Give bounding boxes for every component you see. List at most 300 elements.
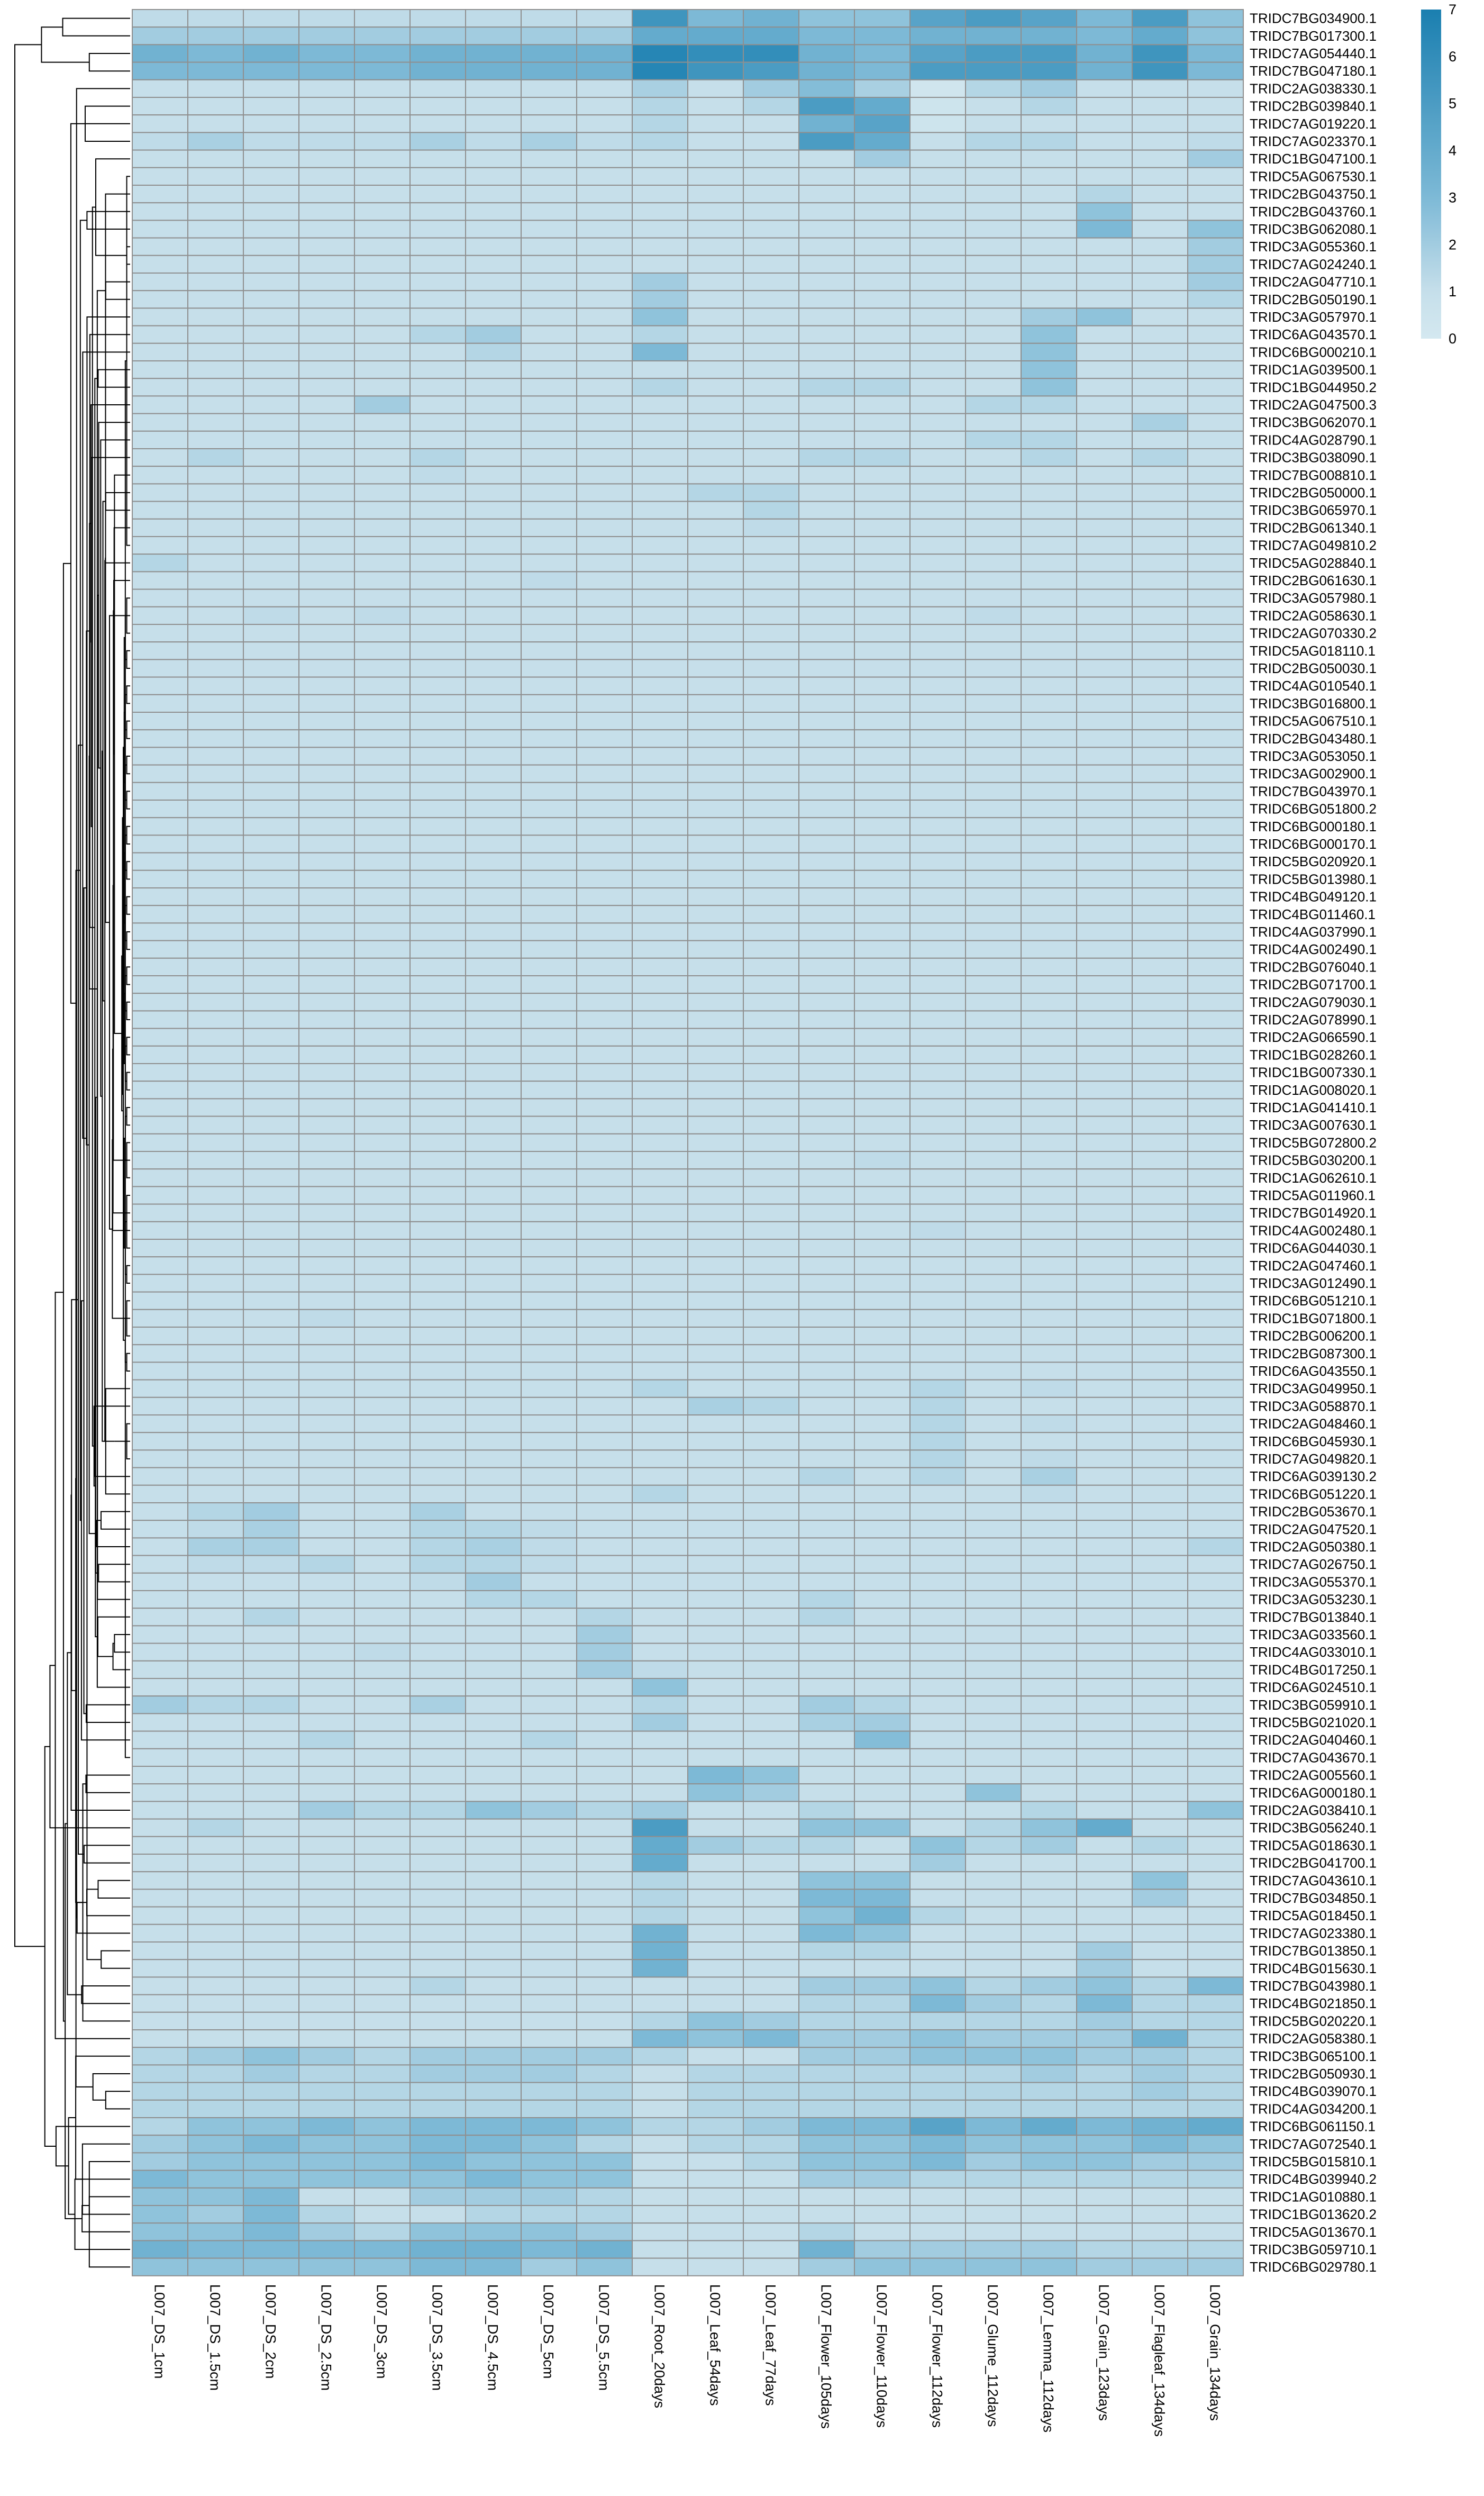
heatmap-cell [521,1520,577,1538]
heatmap-cell [243,62,299,80]
heatmap-cell [410,1151,466,1169]
heatmap-cell [1132,168,1188,185]
heatmap-cell [688,589,743,607]
heatmap-cell [299,1485,354,1503]
heatmap-cell [688,1520,743,1538]
heatmap-cell [688,783,743,800]
heatmap-cell [132,1362,188,1379]
heatmap-cell [577,10,632,27]
heatmap-cell [466,220,521,238]
heatmap-cell [799,1556,854,1573]
heatmap-cell [1021,624,1077,642]
heatmap-cell [799,2083,854,2100]
heatmap-cell [1132,905,1188,923]
heatmap-cell [132,220,188,238]
heatmap-cell [910,1186,966,1204]
heatmap-cell [299,1081,354,1099]
heatmap-cell [243,1169,299,1186]
heatmap-cell [466,1644,521,1661]
heatmap-cell [854,132,910,150]
heatmap-cell [132,1380,188,1397]
heatmap-cell [1077,1204,1132,1222]
heatmap-cell [1077,519,1132,537]
legend-tick-label: 4 [1449,142,1457,159]
heatmap-cell [354,2153,410,2170]
heatmap-cell [688,27,743,44]
heatmap-cell [688,308,743,325]
heatmap-cell [854,1099,910,1116]
heatmap-cell [799,1345,854,1362]
heatmap-cell [1077,44,1132,62]
heatmap-cell [1132,1485,1188,1503]
heatmap-cell [688,1591,743,1608]
heatmap-cell [632,2223,688,2240]
heatmap-cell [410,2083,466,2100]
heatmap-cell [521,712,577,730]
heatmap-cell [632,1397,688,1415]
heatmap-cell [188,308,243,325]
heatmap-cell [743,115,799,132]
heatmap-cell [132,800,188,818]
heatmap-cell [1188,1591,1243,1608]
heatmap-cell [1188,1362,1243,1379]
heatmap-cell [854,1837,910,1854]
heatmap-cell [1021,1450,1077,1467]
heatmap-cell [799,1274,854,1292]
heatmap-cell [632,2012,688,2030]
dendrogram-branch [127,1266,130,1283]
heatmap-cell [354,1081,410,1099]
heatmap-cell [1021,1784,1077,1801]
heatmap-cell [1077,1362,1132,1379]
heatmap-cell [1021,2153,1077,2170]
heatmap-cell [577,1186,632,1204]
heatmap-cell [799,1503,854,1520]
heatmap-cell [1077,1239,1132,1257]
heatmap-cell [799,923,854,940]
row-label: TRIDC3AG055370.1 [1250,1574,1377,1590]
heatmap-cell [1077,2205,1132,2223]
heatmap-cell [243,1432,299,1450]
heatmap-cell [299,115,354,132]
heatmap-cell [299,730,354,747]
heatmap-cell [799,1608,854,1626]
heatmap-cell [1021,2171,1077,2188]
heatmap-cell [1077,1415,1132,1432]
heatmap-cell [466,1556,521,1573]
heatmap-cell [632,607,688,624]
heatmap-cell [743,308,799,325]
column-label: L007_Grain_123days [1096,2284,1112,2421]
heatmap-cell [410,1432,466,1450]
heatmap-cell [132,1959,188,1977]
heatmap-cell [577,414,632,431]
heatmap-cell [521,1134,577,1151]
heatmap-cell [354,1591,410,1608]
heatmap-cell [632,677,688,695]
dendrogram-branch [67,1653,81,1994]
heatmap-cell [854,1169,910,1186]
heatmap-cell [243,343,299,361]
heatmap-cell [910,2083,966,2100]
heatmap-cell [910,1239,966,1257]
heatmap-cell [854,712,910,730]
heatmap-cell [632,1538,688,1555]
heatmap-cell [632,1468,688,1485]
heatmap-cell [410,1117,466,1134]
heatmap-cell [632,291,688,308]
heatmap-cell [188,115,243,132]
heatmap-cell [243,712,299,730]
heatmap-cell [743,1117,799,1134]
heatmap-cell [966,607,1021,624]
heatmap-cell [577,308,632,325]
heatmap-cell [132,1573,188,1591]
heatmap-cell [1077,1222,1132,1239]
heatmap-cell [1188,642,1243,659]
heatmap-cell [410,818,466,835]
heatmap-cell [1188,747,1243,765]
heatmap-cell [188,1644,243,1661]
heatmap-cell [1188,150,1243,168]
heatmap-cell [577,2223,632,2240]
heatmap-cell [243,2047,299,2065]
heatmap-cell [966,2240,1021,2258]
heatmap-cell [1132,1186,1188,1204]
heatmap-cell [521,1397,577,1415]
heatmap-cell [243,1644,299,1661]
heatmap-cell [132,10,188,27]
heatmap-cell [1188,958,1243,976]
heatmap-cell [688,923,743,940]
heatmap-cell [299,1274,354,1292]
heatmap-cell [1132,80,1188,97]
heatmap-cell [299,1538,354,1555]
heatmap-cell [466,1029,521,1046]
heatmap-cell [632,1151,688,1169]
row-label: TRIDC1BG071800.1 [1250,1310,1377,1327]
heatmap-cell [410,2012,466,2030]
dendrogram-branch [98,1881,130,1898]
heatmap-cell [910,1169,966,1186]
heatmap-cell [243,747,299,765]
heatmap-cell [1132,1749,1188,1766]
row-label: TRIDC5BG020220.1 [1250,2013,1377,2029]
heatmap-cell [466,2205,521,2223]
heatmap-cell [521,747,577,765]
heatmap-cell [299,326,354,343]
heatmap-cell [521,1907,577,1925]
row-label: TRIDC2BG043750.1 [1250,186,1377,202]
heatmap-cell [1077,2065,1132,2082]
heatmap-cell [132,326,188,343]
heatmap-cell [632,1696,688,1713]
heatmap-cell [132,818,188,835]
heatmap-cell [577,888,632,905]
heatmap-cell [799,800,854,818]
heatmap-cell [799,1837,854,1854]
column-label: L007_Flower_105days [818,2284,834,2429]
heatmap-cell [799,2030,854,2047]
heatmap-cell [1188,256,1243,273]
heatmap-cell [743,607,799,624]
heatmap-cell [1021,1011,1077,1028]
heatmap-cell [854,1134,910,1151]
heatmap-cell [466,765,521,783]
heatmap-cell [1077,10,1132,27]
heatmap-cell [1188,624,1243,642]
heatmap-cell [688,80,743,97]
heatmap-cell [1132,150,1188,168]
heatmap-cell [577,1117,632,1134]
heatmap-cell [132,2205,188,2223]
heatmap-cell [799,905,854,923]
heatmap-cell [854,484,910,501]
heatmap-cell [299,958,354,976]
heatmap-cell [354,1731,410,1749]
heatmap-cell [743,256,799,273]
dendrogram-branch [89,2197,130,2214]
heatmap-cell [354,1362,410,1379]
column-label: L007_Leaf_77days [762,2284,779,2406]
heatmap-cell [1132,1520,1188,1538]
heatmap-cell [688,1151,743,1169]
row-label: TRIDC2BG061340.1 [1250,520,1377,536]
heatmap-cell [910,1784,966,1801]
heatmap-cell [1021,1591,1077,1608]
heatmap-cell [799,1678,854,1696]
heatmap-cell [1077,238,1132,256]
heatmap-cell [1188,2171,1243,2188]
heatmap-cell [243,256,299,273]
heatmap-cell [910,150,966,168]
heatmap-cell [854,1222,910,1239]
heatmap-cell [410,1186,466,1204]
heatmap-cell [910,941,966,958]
heatmap-cell [688,2205,743,2223]
heatmap-cell [1188,168,1243,185]
heatmap-cell [1021,1608,1077,1626]
heatmap-cell [466,554,521,571]
heatmap-cell [743,466,799,484]
heatmap-cell [632,1661,688,1678]
heatmap-cell [243,1854,299,1872]
heatmap-cell [577,905,632,923]
heatmap-cell [910,659,966,677]
heatmap-cell [688,571,743,589]
heatmap-cell [1132,1661,1188,1678]
heatmap-cell [466,1696,521,1713]
heatmap-cell [1021,449,1077,466]
heatmap-cell [799,976,854,993]
heatmap-cell [299,642,354,659]
heatmap-cell [466,1520,521,1538]
heatmap-cell [632,1959,688,1977]
heatmap-cell [743,765,799,783]
heatmap-cell [854,1977,910,1994]
heatmap-cell [577,378,632,396]
heatmap-cell [132,747,188,765]
heatmap-cell [1077,1134,1132,1151]
heatmap-cell [743,2012,799,2030]
row-label: TRIDC2BG053670.1 [1250,1503,1377,1520]
heatmap-cell [966,1239,1021,1257]
heatmap-cell [577,1731,632,1749]
heatmap-cell [410,712,466,730]
heatmap-cell [910,2047,966,2065]
row-label: TRIDC2BG087300.1 [1250,1345,1377,1362]
heatmap-cell [466,1046,521,1064]
heatmap-cell [1077,976,1132,993]
heatmap-cell [910,958,966,976]
heatmap-cell [410,1678,466,1696]
heatmap-cell [410,1468,466,1485]
heatmap-cell [1132,1608,1188,1626]
heatmap-cell [243,1889,299,1907]
heatmap-cell [1021,150,1077,168]
heatmap-cell [743,273,799,291]
heatmap-cell [743,396,799,413]
heatmap-cell [743,519,799,537]
heatmap-cell [688,44,743,62]
heatmap-cell [632,1485,688,1503]
heatmap-cell [466,132,521,150]
heatmap-cell [577,1239,632,1257]
heatmap-cell [1077,554,1132,571]
heatmap-cell [299,870,354,888]
heatmap-cell [1077,1310,1132,1327]
heatmap-cell [243,659,299,677]
heatmap-cell [521,1696,577,1713]
heatmap-cell [354,1784,410,1801]
heatmap-cell [521,1766,577,1784]
heatmap-cell [688,1977,743,1994]
heatmap-cell [743,888,799,905]
heatmap-cell [688,150,743,168]
heatmap-cell [521,2047,577,2065]
heatmap-cell [243,923,299,940]
heatmap-cell [1077,1872,1132,1889]
column-label: L007_Flower_110days [873,2284,890,2428]
heatmap-cell [243,1696,299,1713]
heatmap-cell [354,519,410,537]
row-label: TRIDC7BG034900.1 [1250,10,1377,26]
heatmap-cell [188,1942,243,1959]
heatmap-cell [466,273,521,291]
heatmap-cell [1132,2118,1188,2135]
heatmap-cell [1077,378,1132,396]
heatmap-cell [1132,1362,1188,1379]
heatmap-cell [243,1608,299,1626]
heatmap-cell [410,150,466,168]
heatmap-cell [521,1678,577,1696]
heatmap-cell [799,220,854,238]
heatmap-cell [632,941,688,958]
heatmap-cell [521,1415,577,1432]
heatmap-cell [354,168,410,185]
heatmap-cell [1077,1678,1132,1696]
heatmap-cell [1188,1450,1243,1467]
heatmap-cell [1077,2012,1132,2030]
heatmap-cell [354,765,410,783]
heatmap-cell [132,2047,188,2065]
row-label: TRIDC5AG028840.1 [1250,555,1377,571]
heatmap-cell [1132,1222,1188,1239]
heatmap-cell [521,765,577,783]
heatmap-cell [577,1995,632,2012]
heatmap-cell [688,1573,743,1591]
heatmap-cell [632,1713,688,1731]
heatmap-cell [354,2223,410,2240]
heatmap-cell [410,361,466,378]
heatmap-cell [466,712,521,730]
heatmap-cell [132,1661,188,1678]
heatmap-cell [799,1450,854,1467]
heatmap-cell [632,44,688,62]
heatmap-cell [1021,1134,1077,1151]
heatmap-cell [743,853,799,870]
heatmap-cell [132,1239,188,1257]
heatmap-cell [577,466,632,484]
heatmap-cell [188,97,243,115]
heatmap-cell [632,168,688,185]
heatmap-cell [910,1081,966,1099]
heatmap-cell [632,484,688,501]
heatmap-cell [966,1029,1021,1046]
row-label: TRIDC6AG024510.1 [1250,1679,1377,1695]
heatmap-cell [799,870,854,888]
heatmap-cell [299,1942,354,1959]
heatmap-cell [410,2171,466,2188]
heatmap-cell [743,132,799,150]
dendrogram-branch [127,1073,130,1090]
column-label: L007_DS_4.5cm [485,2284,501,2391]
heatmap-cell [577,2135,632,2153]
heatmap-cell [188,1661,243,1678]
heatmap-cell [854,870,910,888]
heatmap-cell [743,1380,799,1397]
heatmap-cell [1021,589,1077,607]
heatmap-cell [1021,695,1077,712]
heatmap-cell [966,1661,1021,1678]
heatmap-cell [799,1468,854,1485]
heatmap-cell [966,1644,1021,1661]
heatmap-cell [632,730,688,747]
row-label: TRIDC2AG078990.1 [1250,1012,1377,1028]
heatmap-cell [466,783,521,800]
heatmap-cell [1132,888,1188,905]
heatmap-cell [632,378,688,396]
heatmap-cell [410,941,466,958]
heatmap-cell [188,571,243,589]
heatmap-cell [132,624,188,642]
heatmap-cell [188,888,243,905]
heatmap-cell [1077,642,1132,659]
heatmap-cell [1188,2188,1243,2205]
heatmap-cell [799,326,854,343]
heatmap-cell [743,818,799,835]
heatmap-cell [132,1485,188,1503]
heatmap-cell [354,1573,410,1591]
heatmap-cell [966,80,1021,97]
heatmap-cell [188,2083,243,2100]
heatmap-cell [188,747,243,765]
heatmap-cell [1077,466,1132,484]
row-label: TRIDC2AG048460.1 [1250,1415,1377,1432]
heatmap-cell [466,203,521,220]
heatmap-cell [854,308,910,325]
heatmap-cell [410,1766,466,1784]
